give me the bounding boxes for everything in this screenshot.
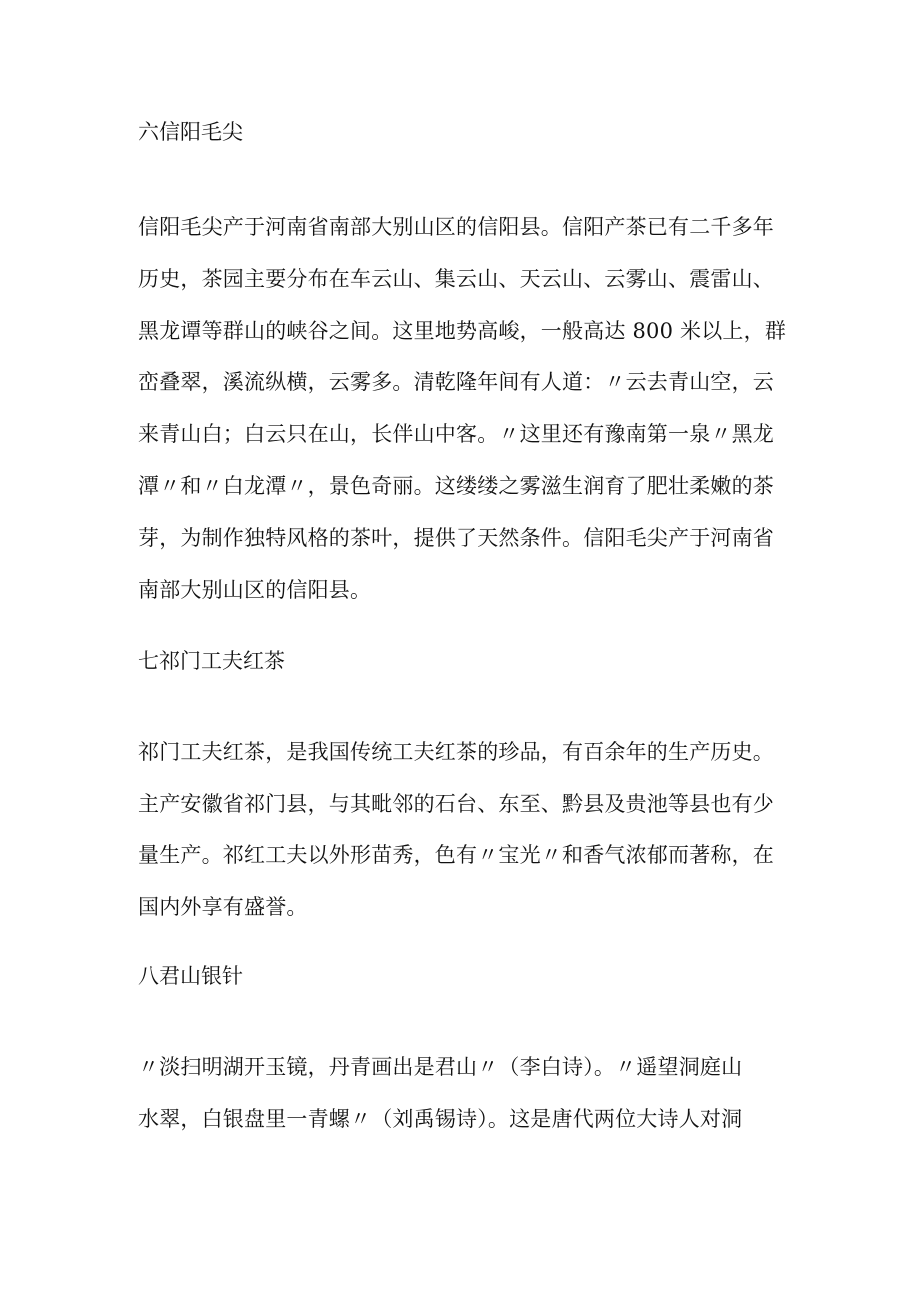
paragraph-line: 量生产。祁红工夫以外形苗秀，色有〃宝光〃和香气浓郁而著称，在 bbox=[138, 843, 774, 867]
paragraph-line: 历史，茶园主要分布在车云山、集云山、天云山、云雾山、震雷山、 bbox=[138, 266, 774, 291]
paragraph-line: 主产安徽省祁门县，与其毗邻的石台、东至、黔县及贵池等县也有少 bbox=[138, 791, 774, 816]
section-heading-xinyang-maojian: 六信阳毛尖 bbox=[138, 120, 243, 144]
paragraph-line: 潭〃和〃白龙潭〃，景色奇丽。这缕缕之雾滋生润育了肥壮柔嫩的茶 bbox=[138, 473, 774, 498]
paragraph-junshan-yinzhen bbox=[138, 1052, 798, 1155]
paragraph-line: 峦叠翠，溪流纵横，云雾多。清乾隆年间有人道：〃云去青山空，云 bbox=[138, 370, 774, 395]
paragraph-line: 芽，为制作独特风格的茶叶，提供了天然条件。信阳毛尖产于河南省 bbox=[138, 525, 774, 550]
paragraph-line: 水翠，白银盘里一青螺〃（刘禹锡诗）。这是唐代两位大诗人对洞 bbox=[138, 1106, 743, 1131]
section-heading-junshan-yinzhen: 八君山银针 bbox=[138, 964, 243, 988]
paragraph-line: 国内外享有盛誉。 bbox=[138, 894, 308, 919]
paragraph-line: 黑龙谭等群山的峡谷之间。这里地势高峻，一般高达 800 米以上，群 bbox=[138, 318, 787, 343]
paragraph-line: 来青山白；白云只在山，长伴山中客。〃这里还有豫南第一泉〃黑龙 bbox=[138, 422, 774, 447]
paragraph-xinyang-maojian bbox=[138, 212, 798, 626]
paragraph-line: 信阳毛尖产于河南省南部大别山区的信阳县。信阳产茶已有二千多年 bbox=[138, 215, 774, 239]
paragraph-line: 〃淡扫明湖开玉镜，丹青画出是君山〃（李白诗）。〃遥望洞庭山 bbox=[138, 1055, 743, 1079]
paragraph-qimen-black-tea bbox=[138, 737, 798, 943]
section-heading-qimen-black-tea: 七祁门工夫红茶 bbox=[138, 649, 285, 673]
paragraph-line: 南部大别山区的信阳县。 bbox=[138, 577, 372, 602]
paragraph-line: 祁门工夫红茶，是我国传统工夫红茶的珍品，有百余年的生产历史。 bbox=[138, 740, 774, 764]
